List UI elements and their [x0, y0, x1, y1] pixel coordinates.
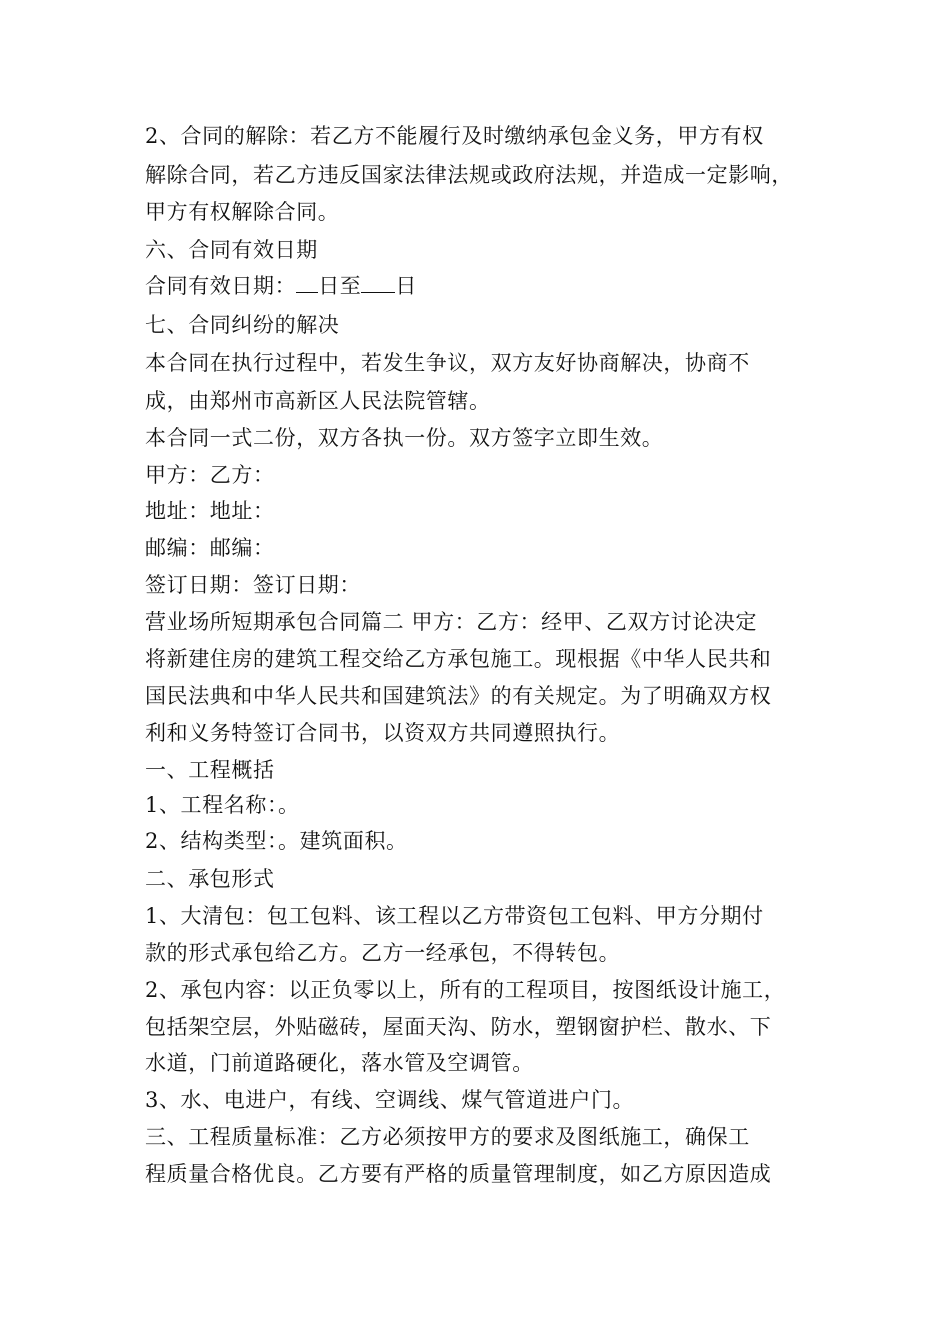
text-line: 3、水、电进户，有线、空调线、煤气管道进户门。 [145, 1088, 635, 1112]
text-line: 解除合同，若乙方违反国家法律法规或政府法规，并造成一定影响， [145, 163, 793, 187]
text-line: 将新建住房的建筑工程交给乙方承包施工。现根据《中华人民共和 [145, 647, 772, 671]
text-line: 2、承包内容：以正负零以上，所有的工程项目，按图纸设计施工， [145, 978, 786, 1002]
text-line: 甲方：乙方： [145, 463, 275, 487]
text-line: 营业场所短期承包合同篇二 甲方：乙方：经甲、乙双方讨论决定 [145, 610, 758, 634]
text-line: 一、工程概括 [145, 758, 275, 782]
text-line: 包括架空层，外贴磁砖，屋面天沟、防水，塑钢窗护栏、散水、下 [145, 1015, 772, 1039]
effective-date-line [145, 271, 417, 301]
text-line: 2、结构类型：。建筑面积。 [145, 829, 408, 853]
text-line: 三、工程质量标准：乙方必须按甲方的要求及图纸施工，确保工 [145, 1125, 750, 1149]
text-line: 国民法典和中华人民共和国建筑法》的有关规定。为了明确双方权 [145, 684, 772, 708]
effective-date-label: 合同有效日期： [145, 274, 297, 298]
text-line: 款的形式承包给乙方。乙方一经承包，不得转包。 [145, 941, 621, 965]
text-line: 1、大清包：包工包料、该工程以乙方带资包工包料、甲方分期付 [145, 904, 764, 928]
text-line: 签订日期：签订日期： [145, 573, 361, 597]
text-line: 2、合同的解除：若乙方不能履行及时缴纳承包金义务，甲方有权 [145, 124, 764, 148]
date-text: 日 [395, 274, 418, 298]
text-line: 成，由郑州市高新区人民法院管辖。 [145, 389, 491, 413]
text-line: 邮编：邮编： [145, 536, 275, 560]
date-blank [361, 272, 395, 293]
date-blank [296, 272, 318, 293]
text-line: 程质量合格优良。乙方要有严格的质量管理制度，如乙方原因造成 [145, 1162, 772, 1186]
text-line: 1、工程名称：。 [145, 793, 300, 817]
text-line: 六、合同有效日期 [145, 238, 318, 262]
text-line: 本合同在执行过程中，若发生争议，双方友好协商解决，协商不 [145, 351, 750, 375]
text-line: 利和义务特签订合同书，以资双方共同遵照执行。 [145, 721, 621, 745]
text-line: 七、合同纠纷的解决 [145, 313, 340, 337]
text-line: 二、承包形式 [145, 867, 275, 891]
text-line: 地址：地址： [145, 499, 275, 523]
text-line: 本合同一式二份，双方各执一份。双方签字立即生效。 [145, 426, 664, 450]
date-text: 日至 [318, 274, 362, 298]
text-line: 水道，门前道路硬化，落水管及空调管。 [145, 1051, 534, 1075]
text-line: 甲方有权解除合同。 [145, 200, 340, 224]
